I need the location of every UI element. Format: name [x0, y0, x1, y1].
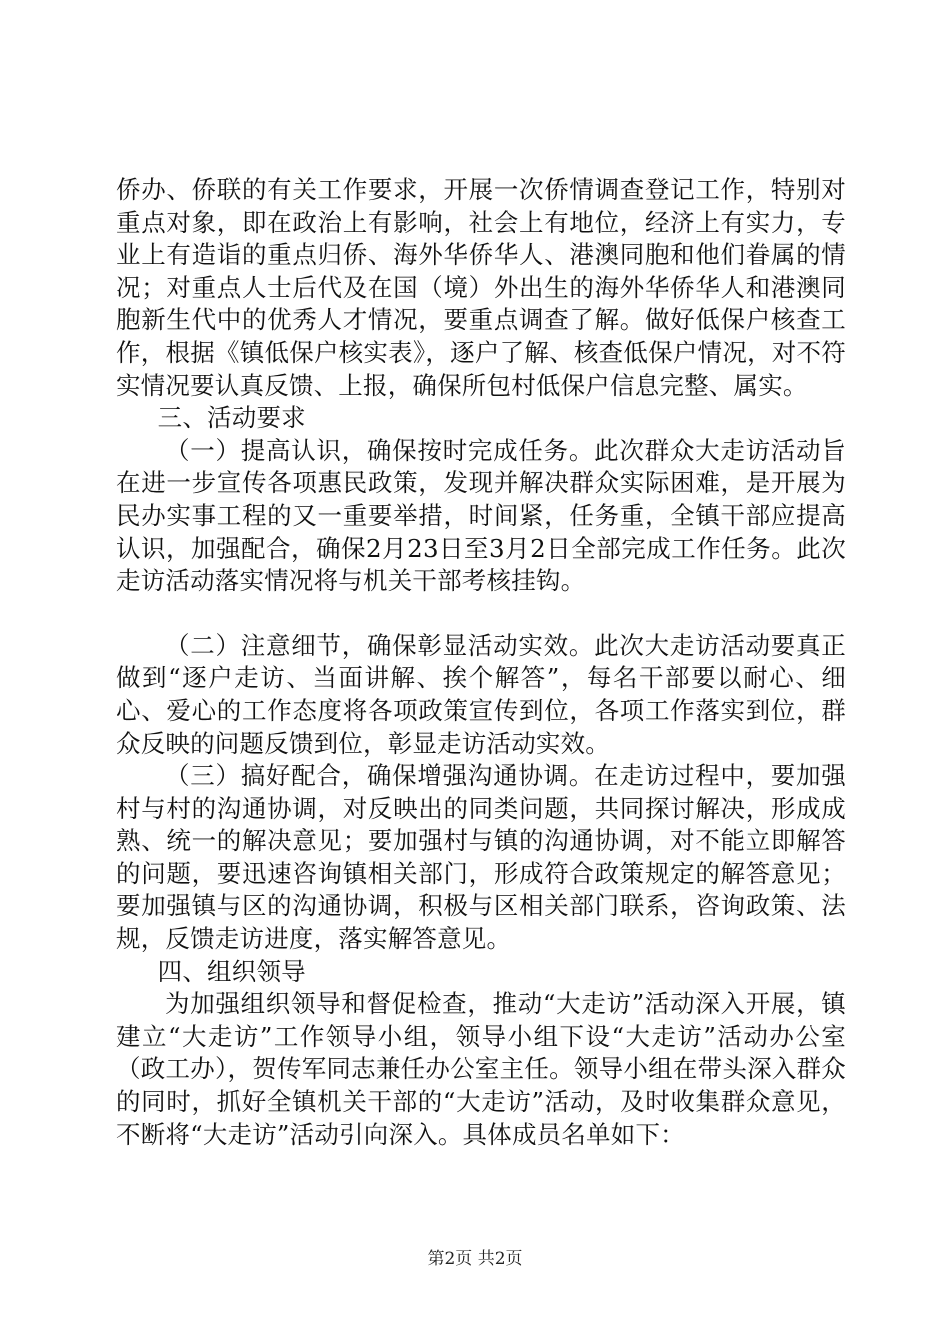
heading-organization-leadership: 四、组织领导 — [157, 956, 306, 986]
document-body — [116, 174, 846, 1151]
paragraph-gap — [116, 598, 846, 630]
page-footer: 第2页 共2页 — [427, 1249, 523, 1269]
paragraph-cooperation: （三）搞好配合，确保增强沟通协调。在走访过程中，要加强村与村的沟通协调，对反映出的同类问题，共同探讨解决，形成成熟、统一的解决意见；要加强村与镇的沟通协调，对不能立即解答的问题，要迅速咨询镇相关部门，形成符合政策规定的解答意见；要加强镇与区的沟通协调，积极与区相关部门联系，咨询政策、法规，反馈走访进度，落实解答意见。 — [116, 761, 846, 954]
heading-activity-requirements: 三、活动要求 — [157, 403, 306, 433]
paragraph-leadership-group: 为加强组织领导和督促检查，推动“大走访”活动深入开展，镇建立“大走访”工作领导小组，领导小组下设“大走访”活动办公室（政工办），贺传军同志兼任办公室主任。领导小组在带头深入群众的同时，抓好全镇机关干部的“大走访”活动，及时收集群众意见，不断将“大走访”活动引向深入。具体成员名单如下： — [116, 989, 846, 1149]
paragraph-attention-details: （二）注意细节，确保彰显活动实效。此次大走访活动要真正做到“逐户走访、当面讲解、挨个解答”，每名干部要以耐心、细心、爱心的工作态度将各项政策宣传到位，各项工作落实到位，群众反映的问题反馈到位，彰显走访活动实效。 — [116, 630, 846, 758]
paragraph-raise-awareness: （一）提高认识，确保按时完成任务。此次群众大走访活动旨在进一步宣传各项惠民政策，发现并解决群众实际困难，是开展为民办实事工程的又一重要举措，时间紧，任务重，全镇干部应提高认识，加强配合，确保2月23日至3月2日全部完成工作任务。此次走访活动落实情况将与机关干部考核挂钩。 — [116, 435, 846, 596]
paragraph-overseas-survey: 侨办、侨联的有关工作要求，开展一次侨情调查登记工作，特别对重点对象，即在政治上有影响，社会上有地位，经济上有实力，专业上有造诣的重点归侨、海外华侨华人、港澳同胞和他们眷属的情况；对重点人士后代及在国（境）外出生的海外华侨华人和港澳同胞新生代中的优秀人才情况，要重点调查了解。做好低保户核查工作，根据《镇低保户核实表》，逐户了解、核查低保户情况，对不符实情况要认真反馈、上报，确保所包村低保户信息完整、属实。 — [116, 175, 846, 400]
